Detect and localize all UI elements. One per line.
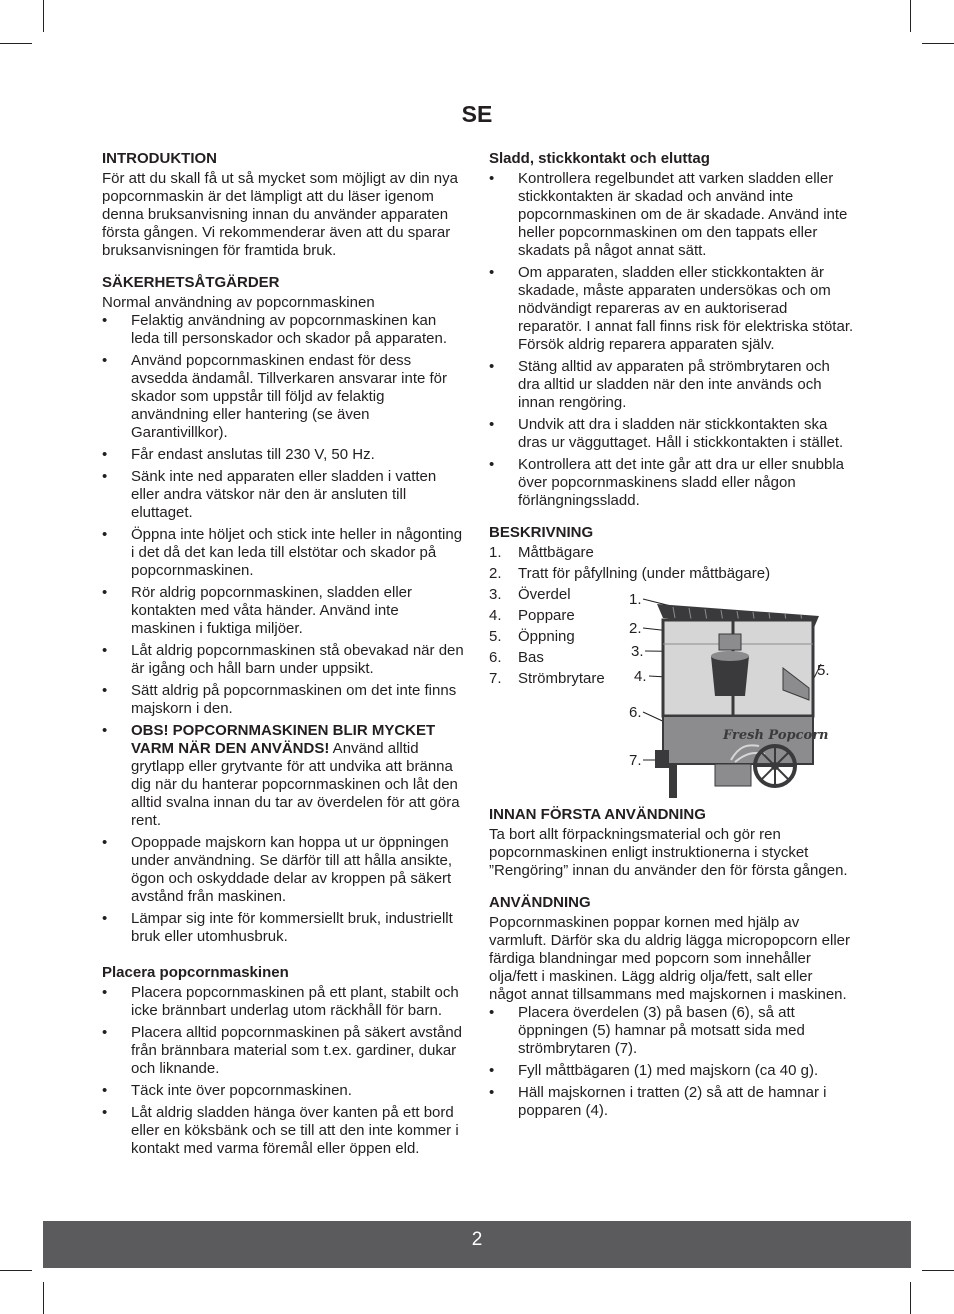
safety-subtitle: Normal användning av popcornmaskinen [102, 294, 375, 311]
list-item: • Opoppade majskorn kan hoppa ut ur öppningen under användning. Se därför till att hålla ansikte, ögon och oskyddade delar av kroppen på säkert avstånd från maskinen. [102, 834, 466, 906]
crop-mark [43, 0, 44, 32]
callout-6: 6. [629, 704, 642, 721]
placement-list [102, 984, 466, 1158]
callout-7: 7. [629, 752, 642, 769]
list-item: • Sänk inte ned apparaten eller sladden i vatten eller andra vätskor när den är ansluten till eluttaget. [102, 468, 466, 522]
list-item: • Låt aldrig popcornmaskinen stå obevakad när den är igång och håll barn under uppsikt. [102, 642, 466, 678]
part-item: 4. Poppare [489, 607, 575, 624]
warning-bold: OBS! POPCORNMASKINEN BLIR MYCKET VARM NÄR DEN ANVÄNDS! [131, 722, 436, 757]
list-item: • Undvik att dra i sladden när stickkontakten ska dras ur vägguttaget. Håll i stickkontakten i stället. [489, 416, 854, 452]
list-item: • Täck inte över popcornmaskinen. [102, 1082, 466, 1100]
callout-5: 5. [817, 662, 830, 679]
crop-mark [910, 0, 911, 32]
page-number: 2 [471, 1229, 483, 1250]
crop-mark [922, 43, 954, 44]
intro-text: För att du skall få ut så mycket som möjligt av din nya popcornmaskin är det lämpligt att du läser igenom denna bruksanvisning innan du använder apparaten första gången. Vi rekommenderar även att du sparar bruksanvisningen för framtida bruk. [102, 170, 458, 259]
crop-mark [43, 1282, 44, 1314]
part-item: 1. Måttbägare [489, 544, 594, 561]
list-item: • Fyll måttbägaren (1) med majskorn (ca 40 g). [489, 1062, 854, 1080]
crop-mark [0, 1270, 32, 1271]
cord-heading: Sladd, stickkontakt och eluttag [489, 150, 710, 167]
usage-heading: ANVÄNDNING [489, 894, 591, 911]
list-item: • Felaktig användning av popcornmaskinen kan leda till personskador och skador på apparaten. [102, 312, 466, 348]
placement-heading: Placera popcornmaskinen [102, 964, 289, 981]
callout-1: 1. [629, 591, 642, 608]
intro-heading: INTRODUKTION [102, 150, 217, 167]
callout-2: 2. [629, 620, 642, 637]
list-item: • Placera överdelen (3) på basen (6), så att öppningen (5) hamnar på motsatt sida med strömbrytaren (7). [489, 1004, 854, 1058]
left-column [102, 150, 466, 1172]
list-item: • Kontrollera att det inte går att dra ur eller snubbla över popcornmaskinens sladd eller någon förlängningssladd. [489, 456, 854, 510]
popcorn-machine-illustration [623, 584, 853, 804]
language-code: SE [461, 101, 493, 127]
list-item: • Kontrollera regelbundet att varken sladden eller stickkontakten är skadad och använd inte popcornmaskinen om de är skadade. Använd inte heller popcornmaskinen om den tappats eller skadats på något annat sätt. [489, 170, 854, 260]
crop-mark [910, 1282, 911, 1314]
callout-3: 3. [631, 643, 644, 660]
crop-mark [922, 1270, 954, 1271]
part-item: 2. Tratt för påfyllning (under måttbägare) [489, 565, 771, 582]
before-first-use-text: Ta bort allt förpackningsmaterial och gör ren popcornmaskinen enligt instruktionerna i stycket ”Rengöring” innan du använder den för första gången. [489, 826, 848, 879]
list-item: • Får endast anslutas till 230 V, 50 Hz. [102, 446, 466, 464]
list-item: • Placera popcornmaskinen på ett plant, stabilt och icke brännbart underlag utom räckhåll för barn. [102, 984, 466, 1020]
warning-text: Använd alltid grytlapp eller grytvante för att undvika att bränna dig när du hanterar popcornmaskinen och låt den alltid svalna innan du tar av överdelen för att göra rent. [131, 740, 460, 829]
list-item: • Stäng alltid av apparaten på strömbrytaren och dra alltid ur sladden när den inte används och innan rengöring. [489, 358, 854, 412]
right-column [489, 150, 854, 1134]
usage-text: Popcornmaskinen poppar kornen med hjälp av varmluft. Därför ska du aldrig lägga micropopcorn eller färdiga blandningar med popcorn som innehåller olja/fett i maskinen. Lägg aldrig olja/fett, salt eller något annat tillsammans med majskornen i maskinen. [489, 914, 850, 1003]
description-heading: BESKRIVNING [489, 524, 594, 541]
list-item: • Lämpar sig inte för kommersiellt bruk, industriellt bruk eller utomhusbruk. [102, 910, 466, 946]
safety-heading: SÄKERHETSÅTGÄRDER [102, 274, 280, 291]
before-first-use-heading: INNAN FÖRSTA ANVÄNDNING [489, 806, 706, 823]
list-item: • Öppna inte höljet och stick inte heller in någonting i det då det kan leda till elstötar och skador på popcornmaskinen. [102, 526, 466, 580]
list-item: • Rör aldrig popcornmaskinen, sladden eller kontakten med våta händer. Använd inte maskinen i fuktiga miljöer. [102, 584, 466, 638]
part-item: 7. Strömbrytare [489, 670, 605, 687]
list-item: • Använd popcornmaskinen endast för dess avsedda ändamål. Tillverkaren ansvarar inte för skador som uppstår till följd av felaktig användning eller hantering (se även Garantivillkor). [102, 352, 466, 442]
list-item: • Låt aldrig sladden hänga över kanten på ett bord eller en köksbänk och se till att den inte kommer i kontakt med varma föremål eller öppen eld. [102, 1104, 466, 1158]
callout-4: 4. [634, 668, 647, 685]
cord-list [489, 170, 854, 510]
description-figure [489, 544, 854, 806]
list-item: • Häll majskornen i tratten (2) så att de hamnar i popparen (4). [489, 1084, 854, 1120]
warning-item [102, 722, 466, 830]
safety-list [102, 312, 466, 946]
crop-mark [0, 43, 32, 44]
cart-label: Fresh Popcorn [723, 728, 829, 743]
part-item: 6. Bas [489, 649, 544, 666]
page-footer [43, 1221, 911, 1268]
part-item: 5. Öppning [489, 628, 575, 645]
usage-list [489, 1004, 854, 1120]
list-item: • Placera alltid popcornmaskinen på säkert avstånd från brännbara material som t.ex. gardiner, dukar och liknande. [102, 1024, 466, 1078]
list-item: • Sätt aldrig på popcornmaskinen om det inte finns majskorn i den. [102, 682, 466, 718]
list-item: • Om apparaten, sladden eller stickkontakten är skadade, måste apparaten undersökas och om nödvändigt repareras av en auktoriserad reparatör. I annat fall finns risk för elektriska stötar. Försök aldrig reparera apparaten själv. [489, 264, 854, 354]
part-item: 3. Överdel [489, 586, 571, 603]
